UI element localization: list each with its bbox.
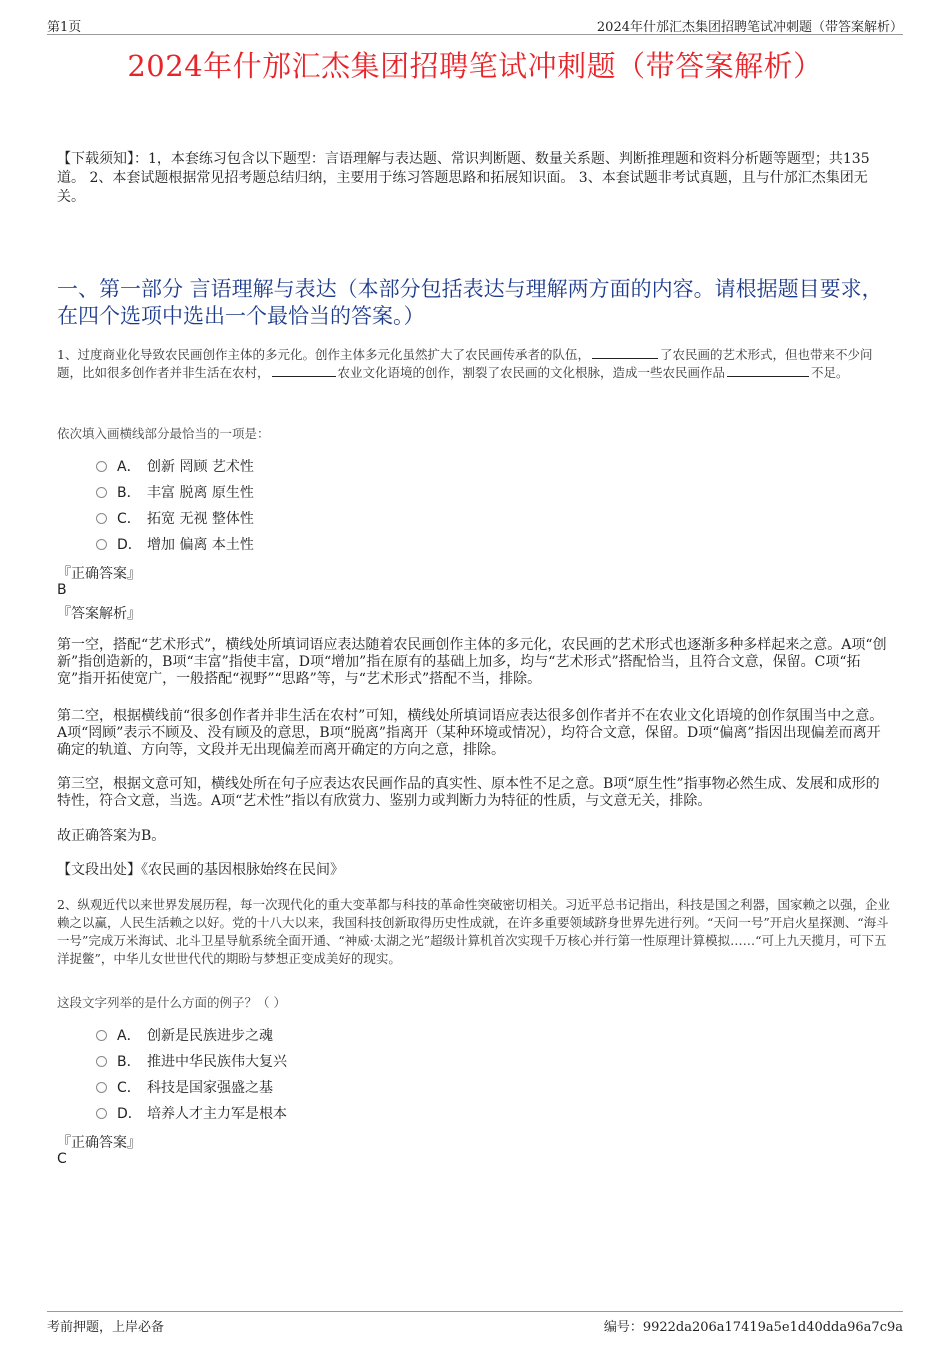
question-1-prompt: 依次填入画横线部分最恰当的一项是： xyxy=(57,426,270,441)
page-footer xyxy=(47,1311,903,1334)
option-letter: C． xyxy=(117,1080,141,1096)
answer-label: 『正确答案』 xyxy=(57,1135,141,1151)
analysis-label: 『答案解析』 xyxy=(57,606,141,622)
option-text: 创新是民族进步之魂 xyxy=(147,1028,273,1044)
q1-text-part: 不足。 xyxy=(811,365,849,380)
option-text: 增加 偏离 本土性 xyxy=(147,537,254,553)
option-text: 创新 罔顾 艺术性 xyxy=(147,459,254,475)
option-letter: D． xyxy=(117,1106,142,1122)
option-a[interactable] xyxy=(96,453,254,479)
fill-blank-1 xyxy=(592,346,658,359)
radio-icon[interactable] xyxy=(96,461,107,472)
analysis-paragraph: 第一空，搭配“艺术形式”，横线处所填词语应表达随着农民画创作主体的多元化，农民画的艺术形式也逐渐多种多样起来之意。A项“创新”指创造新的，B项“丰富”指使丰富，D项“增加”指在原有的基础上加多，均与“艺术形式”搭配恰当，且符合文意，保留。C项“拓宽”指开拓使宽广，一般搭配“视野”“思路”等，与“艺术形式”搭配不当，排除。 xyxy=(57,637,887,687)
option-text: 拓宽 无视 整体性 xyxy=(147,511,254,527)
question-1-text xyxy=(57,346,895,382)
radio-icon[interactable] xyxy=(96,1108,107,1119)
fill-blank-2 xyxy=(272,364,336,377)
question-2-options xyxy=(96,1022,287,1126)
option-text: 培养人才主力军是根本 xyxy=(147,1106,287,1122)
q1-text-part: 了农民画的艺术形式，但也带来不少问题，比如很多创作者并非生活在农村， xyxy=(57,347,873,380)
q1-text-part: 农业文化语境的创作，割裂了农民画的文化根脉，造成一些农民画作品 xyxy=(337,365,726,380)
fill-blank-3 xyxy=(727,364,809,377)
answer-label: 『正确答案』 xyxy=(57,566,141,582)
footer-slogan: 考前押题，上岸必备 xyxy=(47,1320,165,1335)
option-c[interactable] xyxy=(96,1074,287,1100)
q1-text-part: 1、过度商业化导致农民画创作主体的多元化。创作主体多元化虽然扩大了农民画传承者的队伍， xyxy=(57,347,590,362)
radio-icon[interactable] xyxy=(96,513,107,524)
document-serial: 编号：9922da206a17419a5e1d40dda96a7c9a xyxy=(603,1320,903,1335)
section-title: 一、第一部分 言语理解与表达（本部分包括表达与理解两方面的内容。请根据题目要求，在四个选项中选出一个最恰当的答案。） xyxy=(57,277,883,328)
radio-icon[interactable] xyxy=(96,539,107,550)
option-text: 科技是国家强盛之基 xyxy=(147,1080,273,1096)
option-letter: A． xyxy=(117,459,141,475)
option-a[interactable] xyxy=(96,1022,287,1048)
radio-icon[interactable] xyxy=(96,1056,107,1067)
option-c[interactable] xyxy=(96,505,254,531)
analysis-paragraph: 第二空，根据横线前“很多创作者并非生活在农村”可知，横线处所填词语应表达很多创作者并不在农业文化语境的创作氛围当中之意。A项“罔顾”表示不顾及、没有顾及的意思，B项“脱离”指离开（某种环境或情况），均符合文意，保留。D项“偏离”指因出现偏差而离开确定的轨道、方向等，文段并无出现偏差而离开确定的方向之意，排除。 xyxy=(57,708,884,758)
question-1-options xyxy=(96,453,254,557)
answer-value: B xyxy=(57,582,67,598)
option-b[interactable] xyxy=(96,479,254,505)
header-doc-name: 2024年什邡汇杰集团招聘笔试冲刺题（带答案解析） xyxy=(596,20,903,35)
option-letter: C． xyxy=(117,511,141,527)
option-letter: B． xyxy=(117,1054,141,1070)
question-2-text: 2、纵观近代以来世界发展历程，每一次现代化的重大变革都与科技的革命性突破密切相关。习近平总书记指出，科技是国之利器，国家赖之以强，企业赖之以赢，人民生活赖之以好。党的十八大以来，我国科技创新取得历史性成就，在许多重要领域跻身世界先进行列。“天问一号”开启火星探测、“海斗一号”完成万米海试、北斗卫星导航系统全面开通、“神威·太湖之光”超级计算机首次实现千万核心并行第一性原理计算模拟……“可上九天揽月，可下五洋捉鳖”，中华儿女世世代代的期盼与梦想正变成美好的现实。 xyxy=(57,897,890,966)
analysis-conclusion: 故正确答案为B。 xyxy=(57,828,166,844)
option-text: 推进中华民族伟大复兴 xyxy=(147,1054,287,1070)
text-source: 【文段出处】《农民画的基因根脉始终在民间》 xyxy=(57,862,344,878)
document-title: 2024年什邡汇杰集团招聘笔试冲刺题（带答案解析） xyxy=(127,49,823,83)
answer-value: C xyxy=(57,1151,67,1167)
analysis-paragraph: 第三空，根据文意可知，横线处所在句子应表达农民画作品的真实性、原本性不足之意。B项“原生性”指事物必然生成、发展和成形的特性，符合文意，当选。A项“艺术性”指以有欣赏力、鉴别力或判断力为特征的性质，与文意无关，排除。 xyxy=(57,776,880,809)
option-d[interactable] xyxy=(96,531,254,557)
option-letter: D． xyxy=(117,537,142,553)
radio-icon[interactable] xyxy=(96,1030,107,1041)
radio-icon[interactable] xyxy=(96,1082,107,1093)
page-number: 第1页 xyxy=(47,20,82,35)
option-d[interactable] xyxy=(96,1100,287,1126)
option-letter: A． xyxy=(117,1028,141,1044)
page-header xyxy=(47,14,903,35)
option-b[interactable] xyxy=(96,1048,287,1074)
option-text: 丰富 脱离 原生性 xyxy=(147,485,254,501)
option-letter: B． xyxy=(117,485,141,501)
question-2-prompt: 这段文字列举的是什么方面的例子？（ ） xyxy=(57,995,286,1010)
radio-icon[interactable] xyxy=(96,487,107,498)
download-notice: 【下载须知】：1，本套练习包含以下题型：言语理解与表达题、常识判断题、数量关系题、判断推理题和资料分析题等题型；共135道。 2、本套试题根据常见招考题总结归纳，主要用于练习答题思路和拓展知识面。 3、本套试题非考试真题，且与什邡汇杰集团无关。 xyxy=(57,151,870,205)
